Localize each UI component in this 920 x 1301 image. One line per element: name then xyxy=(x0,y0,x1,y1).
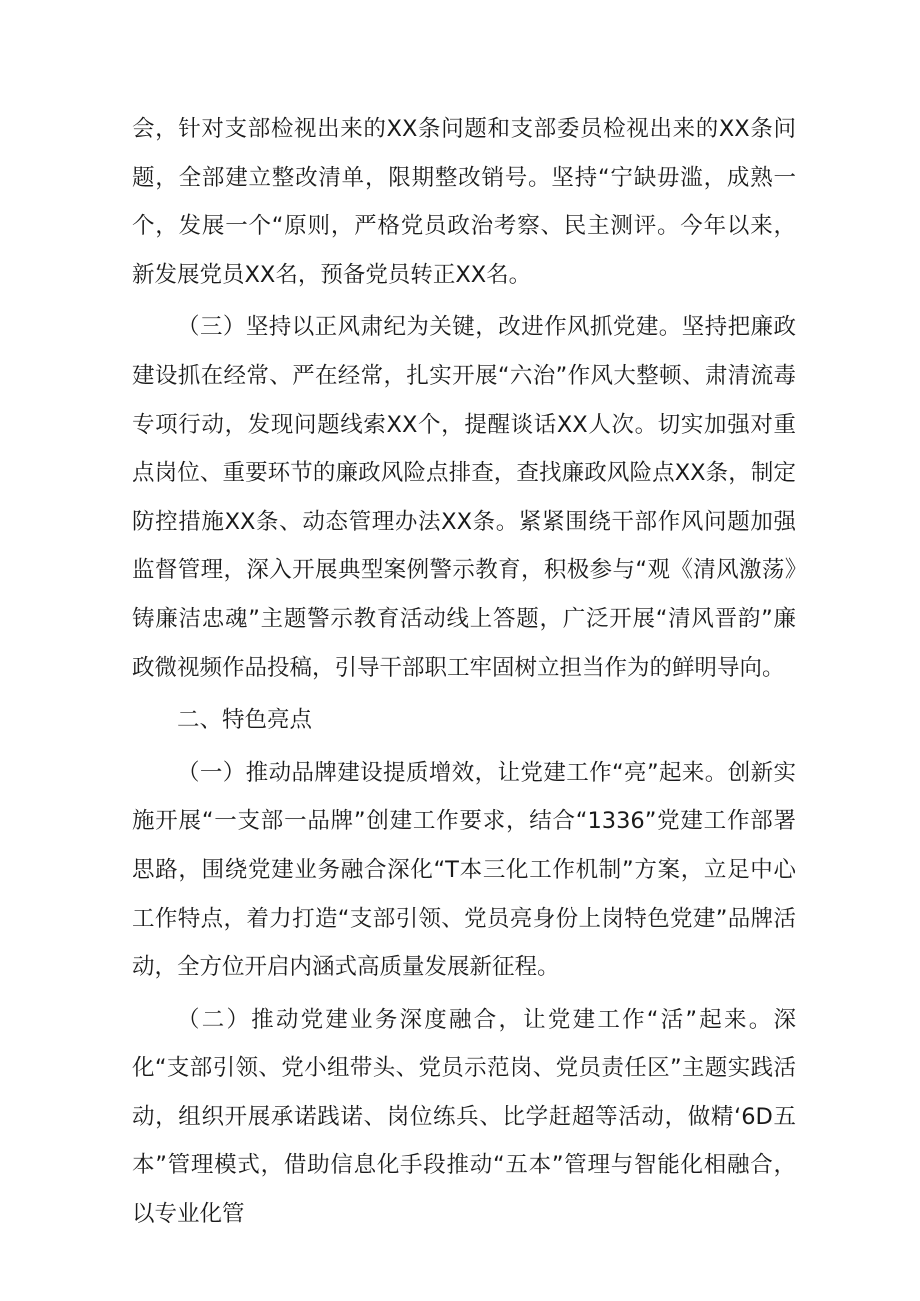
paragraph-continuation: 会，针对支部检视出来的XX条问题和支部委员检视出来的XX条问题，全部建立整改清单，限期整改销号。坚持“宁缺毋滥，成熟一个，发展一个“原则，严格党员政治考察、民主测评。今年以来，新发展党员XX名，预备党员转正XX名。 xyxy=(132,116,796,288)
paragraph-business-integration: （二）推动党建业务深度融合，让党建工作“活”起来。深化“支部引领、党小组带头、党员示范岗、党员责任区”主题实践活动，组织开展承诺践诺、岗位练兵、比学赶超等活动，做精‘6D五本”管理模式，借助信息化手段推动“五本”管理与智能化相融合，以专业化管 xyxy=(132,1006,796,1228)
document-body xyxy=(132,105,796,1239)
section-heading-highlights: 二、特色亮点 xyxy=(177,707,313,734)
paragraph-brand-building: （一）推动品牌建设提质增效，让党建工作“亮”起来。创新实施开展“一支部一品牌”创建工作要求，结合“1336”党建工作部署思路，围绕党建业务融合深化“T本三化工作机制”方案，立足中心工作特点，着力打造“支部引领、党员亮身份上岗特色党建”品牌活动，全方位开启内涵式高质量发展新征程。 xyxy=(132,759,796,981)
paragraph-discipline: （三）坚持以正风肃纪为关键，改进作风抓党建。坚持把廉政建设抓在经常、严在经常，扎实开展“六治”作风大整顿、肃清流毒专项行动，发现问题线索XX个，提醒谈话XX人次。切实加强对重点岗位、重要环节的廉政风险点排查，查找廉政风险点XX条，制定防控措施XX条、动态管理办法XX条。紧紧围绕干部作风问题加强监督管理，深入开展典型案例警示教育，积极参与“观《清风激荡》铸廉洁忠魂”主题警示教育活动线上答题，广泛开展“清风晋韵”廉政微视频作品投稿，引导干部职工牢固树立担当作为的鲜明导向。 xyxy=(132,314,796,681)
